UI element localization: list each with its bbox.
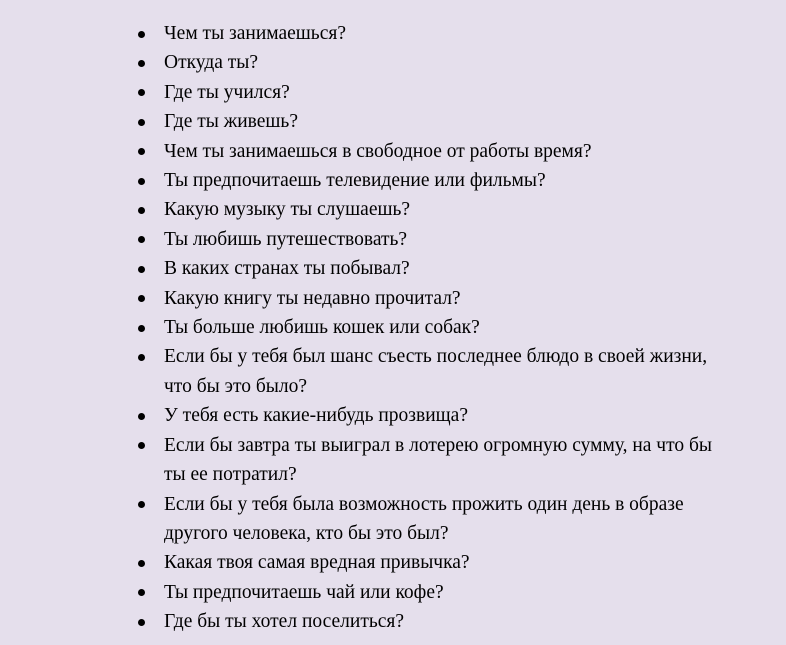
question-text: Где ты живешь? bbox=[164, 111, 298, 133]
bullet-icon bbox=[138, 413, 145, 420]
bullet-icon bbox=[138, 60, 145, 67]
question-text: Ты больше любишь кошек или собак? bbox=[164, 317, 480, 339]
question-text: Какую книгу ты недавно прочитал? bbox=[164, 287, 461, 309]
bullet-icon bbox=[138, 119, 145, 126]
bullet-icon bbox=[138, 178, 145, 185]
list-item bbox=[138, 78, 738, 107]
list-item bbox=[138, 48, 738, 77]
question-text: Если бы у тебя была возможность прожить один день в образе другого человека, кто бы это был? bbox=[164, 493, 684, 544]
question-text: Чем ты занимаешься? bbox=[164, 23, 346, 44]
question-text: Какую музыку ты слушаешь? bbox=[164, 199, 411, 221]
bullet-icon bbox=[138, 236, 145, 243]
question-text: Ты любишь путешествовать? bbox=[164, 228, 408, 250]
bullet-icon bbox=[138, 207, 145, 214]
bullet-icon bbox=[138, 619, 145, 626]
bullet-icon bbox=[138, 148, 145, 155]
list-item bbox=[138, 137, 738, 166]
list-item bbox=[138, 401, 738, 430]
question-text: Где бы ты хотел поселиться? bbox=[164, 611, 405, 633]
bullet-icon bbox=[138, 31, 145, 38]
list-item bbox=[138, 166, 738, 195]
question-text: В каких странах ты побывал? bbox=[164, 258, 410, 280]
bullet-icon bbox=[138, 501, 145, 508]
question-text: Откуда ты? bbox=[164, 52, 259, 74]
list-item bbox=[138, 431, 738, 490]
list-item bbox=[138, 342, 738, 401]
bullet-icon bbox=[138, 442, 145, 449]
question-list bbox=[138, 19, 738, 637]
bullet-icon bbox=[138, 354, 145, 361]
question-text: Где ты учился? bbox=[164, 81, 290, 103]
bullet-icon bbox=[138, 295, 145, 302]
question-text: Ты предпочитаешь телевидение или фильмы? bbox=[164, 170, 546, 192]
list-item bbox=[138, 107, 738, 136]
bullet-icon bbox=[138, 560, 145, 567]
list-item bbox=[138, 578, 738, 607]
list-item bbox=[138, 254, 738, 283]
question-text: У тебя есть какие-нибудь прозвища? bbox=[164, 405, 468, 427]
list-item bbox=[138, 490, 738, 549]
list-item bbox=[138, 607, 738, 636]
question-text: Если бы завтра ты выиграл в лотерею огромную сумму, на что бы ты ее потратил? bbox=[164, 434, 713, 486]
bullet-icon bbox=[138, 589, 145, 596]
list-item bbox=[138, 195, 738, 224]
question-text: Если бы у тебя был шанс съесть последнее блюдо в своей жизни, что бы это было? bbox=[164, 346, 708, 397]
question-text: Какая твоя самая вредная привычка? bbox=[164, 552, 470, 574]
question-text: Ты предпочитаешь чай или кофе? bbox=[164, 581, 444, 603]
bullet-icon bbox=[138, 325, 145, 332]
bullet-icon bbox=[138, 89, 145, 96]
bullet-icon bbox=[138, 266, 145, 273]
list-item bbox=[138, 225, 738, 254]
question-text: Чем ты занимаешься в свободное от работы время? bbox=[164, 140, 592, 162]
list-item bbox=[138, 548, 738, 577]
list-item bbox=[138, 313, 738, 342]
list-item bbox=[138, 284, 738, 313]
list-item bbox=[138, 19, 738, 48]
